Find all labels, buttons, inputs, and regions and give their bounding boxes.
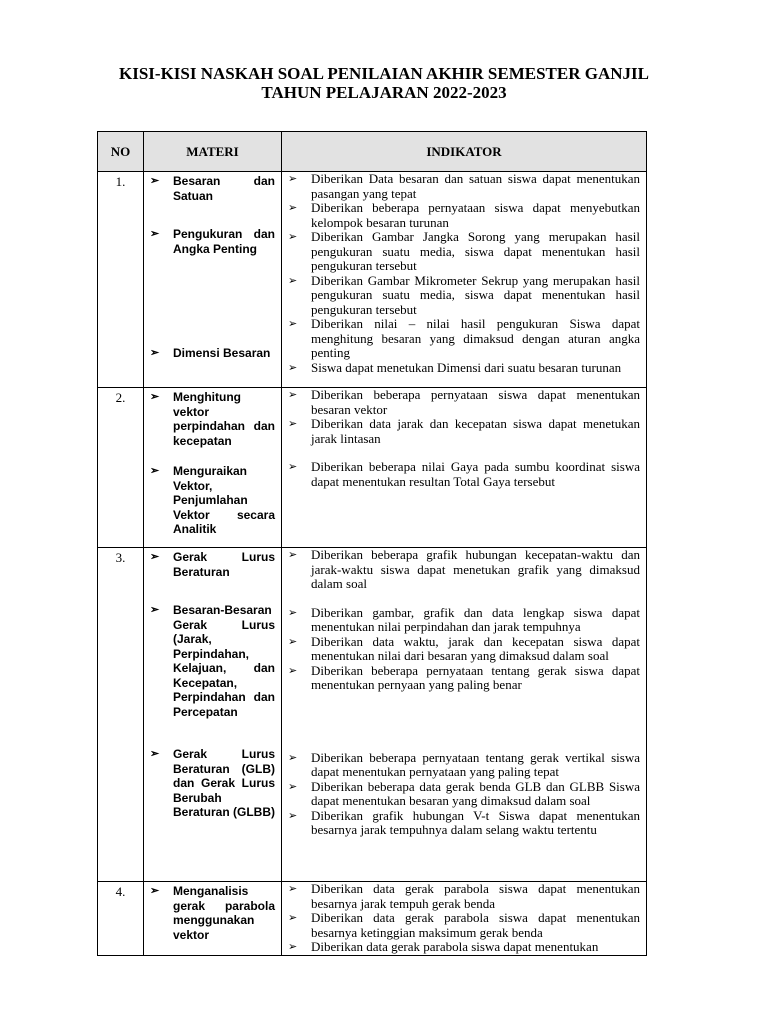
indikator-cell xyxy=(282,388,647,548)
bullet-arrow-icon: ➢ xyxy=(288,912,298,924)
row-number: 1. xyxy=(98,172,144,388)
indikator-item: ➢ Diberikan beberapa pernyataan tentang gerak siswa dapat menentukan pernyaan yang paling benar xyxy=(288,662,640,692)
bullet-arrow-icon: ➢ xyxy=(288,664,298,677)
indikator-item: ➢ Diberikan beberapa data gerak benda GLB dan GLBB Siswa dapat menentukan besaran yang dimaksud dalam soal xyxy=(288,778,640,808)
indikator-item: ➢ Diberikan grafik hubungan V-t Siswa dapat menentukan besarnya jarak tempuhnya dalam selang waktu tertentu xyxy=(288,807,640,837)
bullet-arrow-icon: ➢ xyxy=(288,883,298,895)
materi-item: ➢ Dimensi Besaran xyxy=(150,346,271,360)
bullet-arrow-icon: ➢ xyxy=(288,274,298,287)
indikator-item: ➢ Diberikan data waktu, jarak dan kecepatan siswa dapat menentukan nilai dari besaran yang dimaksud dalam soal xyxy=(288,633,640,663)
materi-item: ➢ Menganalisis gerak parabola menggunakan vektor xyxy=(150,884,275,942)
indikator-cell xyxy=(282,882,647,956)
bullet-arrow-icon: ➢ xyxy=(288,202,298,214)
bullet-arrow-icon: ➢ xyxy=(150,347,160,359)
bullet-arrow-icon: ➢ xyxy=(288,389,298,401)
bullet-arrow-icon: ➢ xyxy=(150,391,160,403)
bullet-arrow-icon: ➢ xyxy=(150,748,160,760)
indikator-item: ➢ Diberikan data gerak parabola siswa dapat menentukan besarnya jarak tempuh gerak benda xyxy=(288,881,640,911)
bullet-arrow-icon: ➢ xyxy=(288,461,298,473)
row-number: 2. xyxy=(98,388,144,548)
materi-item: ➢ Pengukuran dan Angka Penting xyxy=(150,227,275,256)
indikator-cell xyxy=(282,548,647,882)
materi-item: ➢ Besaran dan Satuan xyxy=(150,174,275,203)
bullet-arrow-icon: ➢ xyxy=(150,604,160,616)
indikator-item: ➢ Diberikan Gambar Mikrometer Sekrup yang merupakan hasil pengukuran suatu media, siswa dapat menentukan hasil pengukuran tersebut xyxy=(288,272,640,317)
table-row xyxy=(98,548,647,882)
bullet-arrow-icon: ➢ xyxy=(150,551,160,563)
indikator-item: ➢ Diberikan beberapa nilai Gaya pada sumbu koordinat siswa dapat menentukan resultan Total Gaya tersebut xyxy=(288,459,640,489)
bullet-arrow-icon: ➢ xyxy=(288,418,298,430)
bullet-arrow-icon: ➢ xyxy=(150,885,160,897)
header-materi: MATERI xyxy=(144,132,282,172)
materi-cell xyxy=(144,172,282,388)
bullet-arrow-icon: ➢ xyxy=(288,318,298,330)
bullet-arrow-icon: ➢ xyxy=(288,780,298,793)
table-row xyxy=(98,172,647,388)
row-number: 3. xyxy=(98,548,144,882)
indikator-item: ➢ Siswa dapat menetukan Dimensi dari suatu besaran turunan xyxy=(288,359,622,375)
indikator-item: ➢ Diberikan beberapa grafik hubungan kecepatan-waktu dan jarak-waktu siswa dapat menetukan grafik yang dimaksud dalam soal xyxy=(288,547,640,591)
bullet-arrow-icon: ➢ xyxy=(288,549,298,561)
materi-item: ➢ Gerak Lurus Beraturan xyxy=(150,550,275,579)
table-header-row xyxy=(98,132,647,172)
materi-item: ➢ Menguraikan Vektor, Penjumlahan Vektor secara Analitik xyxy=(150,464,275,536)
materi-item: ➢ Menghitung vektor perpindahan dan kecepatan xyxy=(150,390,275,448)
indikator-item: ➢ Diberikan Data besaran dan satuan siswa dapat menentukan pasangan yang tepat xyxy=(288,171,640,201)
table-row xyxy=(98,882,647,956)
header-indikator: INDIKATOR xyxy=(282,132,647,172)
indikator-item: ➢ Diberikan beberapa pernyataan siswa dapat menentukan besaran vektor xyxy=(288,387,640,417)
document-title: KISI-KISI NASKAH SOAL PENILAIAN AKHIR SEMESTER GANJIL xyxy=(119,64,649,83)
indikator-item: ➢ Diberikan nilai – nilai hasil pengukuran Siswa dapat menghitung besaran yang dimaksud dengan aturan angka penting xyxy=(288,316,640,360)
indikator-item: ➢ Diberikan data gerak parabola siswa dapat menentukan xyxy=(288,939,599,954)
table-row xyxy=(98,388,647,548)
header-no: NO xyxy=(98,132,144,172)
materi-item: ➢ Gerak Lurus Beraturan (GLB) dan Gerak Lurus Berubah Beraturan (GLBB) xyxy=(150,747,276,819)
document-subtitle: TAHUN PELAJARAN 2022-2023 xyxy=(261,83,507,102)
row-number: 4. xyxy=(98,882,144,956)
bullet-arrow-icon: ➢ xyxy=(288,941,298,953)
bullet-arrow-icon: ➢ xyxy=(288,231,298,243)
bullet-arrow-icon: ➢ xyxy=(288,751,298,764)
bullet-arrow-icon: ➢ xyxy=(150,228,160,240)
indikator-item: ➢ Diberikan gambar, grafik dan data lengkap siswa dapat menentukan nilai perpindahan dan jarak tempuhnya xyxy=(288,604,640,634)
kisi-kisi-table xyxy=(97,131,647,956)
bullet-arrow-icon: ➢ xyxy=(288,635,298,648)
materi-cell xyxy=(144,388,282,548)
bullet-arrow-icon: ➢ xyxy=(288,361,298,374)
bullet-arrow-icon: ➢ xyxy=(288,173,298,185)
bullet-arrow-icon: ➢ xyxy=(150,465,160,477)
bullet-arrow-icon: ➢ xyxy=(150,175,160,187)
materi-item: ➢ Besaran-Besaran Gerak Lurus (Jarak, Perpindahan, Kelajuan, dan Kecepatan, Perpindahan dan Percepatan xyxy=(150,603,275,719)
indikator-item: ➢ Diberikan beberapa pernyataan siswa dapat menyebutkan kelompok besaran turunan xyxy=(288,200,640,230)
materi-cell xyxy=(144,548,282,882)
indikator-item: ➢ Diberikan Gambar Jangka Sorong yang merupakan hasil pengukuran suatu media, siswa dapat menentukan hasil pengukuran tersebut xyxy=(288,229,640,273)
indikator-item: ➢ Diberikan data gerak parabola siswa dapat menentukan besarnya ketinggian maksimum gerak benda xyxy=(288,910,640,940)
bullet-arrow-icon: ➢ xyxy=(288,606,298,619)
indikator-item: ➢ Diberikan beberapa pernyataan tentang gerak vertikal siswa dapat menentukan pernyataan yang paling tepat xyxy=(288,749,640,779)
indikator-item: ➢ Diberikan data jarak dan kecepatan siswa dapat menetukan jarak lintasan xyxy=(288,416,640,446)
indikator-cell xyxy=(282,172,647,388)
bullet-arrow-icon: ➢ xyxy=(288,809,298,822)
materi-cell xyxy=(144,882,282,956)
